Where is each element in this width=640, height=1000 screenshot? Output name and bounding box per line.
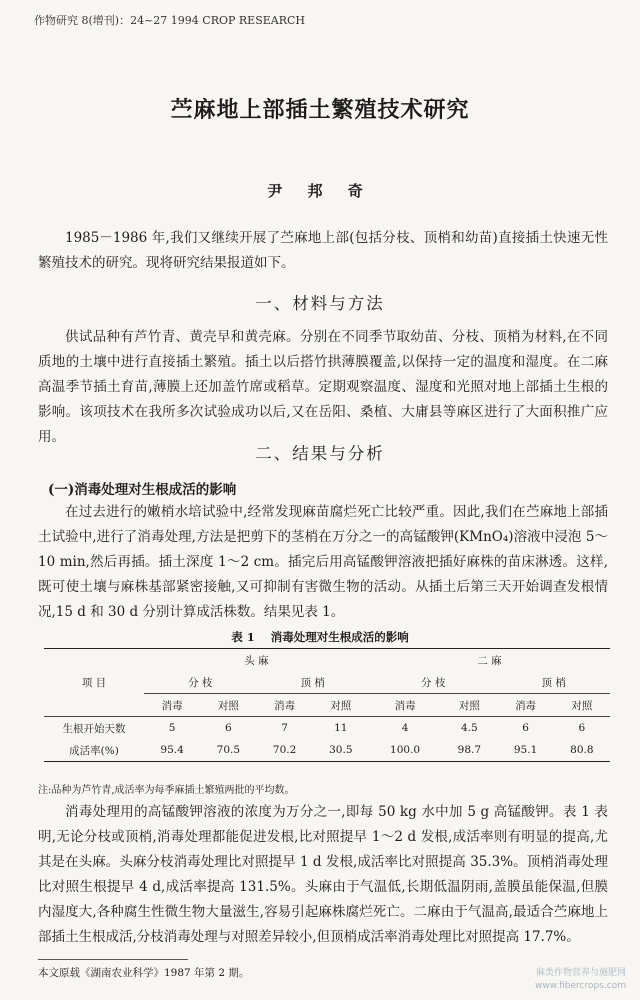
results-paragraph-1: 在过去进行的嫩梢水培试验中,经常发现麻苗腐烂死亡比较严重。因此,我们在苎麻地上部插土试验中,进行了消毒处理,方法是把剪下的茎梢在万分之一的高锰酸钾(KMnO₄)溶液中浸泡 5～10 min,然后再插。插土深度 1～2 cm。插完后用高锰酸钾溶液把插好麻株的苗床淋透。这样,既可使土壤与麻株基部紧密接触,又可抑制有害微生物的活动。从插土后第三天开始调查发根情况,15 d 和 30 d 分别计算成活株数。结果见表 1。 bbox=[38, 504, 608, 620]
table-cell: 70.5 bbox=[216, 744, 241, 756]
table-subgroup: 顶 梢 bbox=[497, 671, 610, 694]
table-subgroup: 分 枝 bbox=[369, 671, 498, 694]
results-paragraph-2: 消毒处理用的高锰酸钾溶液的浓度为万分之一,即每 50 kg 水中加 5 g 高锰酸钾。表 1 表明,无论分枝或顶梢,消毒处理都能促进发根,比对照提早 1～2 d 发根,成活率则有明显的提高,尤其是在头麻。头麻分枝消毒处理比对照提早 1 d 发根,成活率比对照提高 35.3%。顶梢消毒处理比对照生根提早 4 d,成活率提高 131.5%。头麻由于气温低,长期低温阴雨,盖膜虽能保温,但膜内湿度大,各种腐生性微生物大量滋生,容易引起麻株腐烂死亡。二麻由于气温高,最适合苎麻地上部插土生根成活,分枝消毒处理与对照差异较小,但顶梢成活率消毒处理比对照提高 17.7%。 bbox=[38, 804, 608, 945]
table-cell: 7 bbox=[281, 722, 288, 734]
table-subgroup: 顶 梢 bbox=[256, 671, 368, 694]
table-number: 表 1 bbox=[231, 630, 255, 644]
results-table bbox=[44, 648, 610, 762]
table-caption bbox=[0, 629, 640, 645]
running-head: 作物研究 8(增刊)：24~27 1994 CROP RESEARCH bbox=[34, 14, 306, 27]
table-cell: 98.7 bbox=[457, 744, 482, 756]
methods-paragraph: 供试品种有芦竹青、黄壳早和黄壳麻。分别在不同季节取幼苗、分枝、顶梢为材料,在不同质地的土壤中进行直接插土繁殖。插土以后搭竹拱薄膜覆盖,以保持一定的温度和湿度。在二麻高温季节插土育苗,薄膜上还加盖竹席或稻草。定期观察温度、湿度和光照对地上部插土生根的影响。该项技术在我所多次试验成功以后,又在岳阳、桑植、大庸县等麻区进行了大面积推广应用。 bbox=[38, 329, 608, 445]
table-cell: 4 bbox=[401, 722, 409, 734]
table-cell: 6 bbox=[225, 722, 232, 734]
table-treatment: 对照 bbox=[554, 694, 610, 717]
table-row-label: 生根开始天数 bbox=[62, 722, 126, 735]
table-treatment: 对照 bbox=[441, 694, 497, 717]
watermark-url: www.fibercrops.com bbox=[535, 981, 626, 991]
watermark-cn: 麻类作物营养与施肥网 bbox=[535, 968, 626, 978]
table-title: 消毒处理对生根成活的影响 bbox=[270, 630, 409, 644]
table-cell: 6 bbox=[578, 722, 586, 734]
table-group-first-harvest: 头 麻 bbox=[244, 654, 269, 667]
table-cell: 11 bbox=[334, 722, 348, 734]
table-cell: 6 bbox=[522, 722, 529, 734]
table-cell: 80.8 bbox=[570, 744, 594, 756]
table-head-item: 项 目 bbox=[44, 649, 144, 717]
table-group-second-harvest: 二 麻 bbox=[477, 654, 502, 667]
table-cell: 95.1 bbox=[513, 744, 538, 756]
table-subgroup: 分 枝 bbox=[144, 671, 256, 694]
table-treatment: 对照 bbox=[200, 694, 256, 717]
footnote-divider bbox=[38, 959, 188, 960]
section-heading-results: 二、结果与分析 bbox=[255, 444, 385, 463]
footnote-source: 本文原载《湖南农业科学》1987 年第 2 期。 bbox=[38, 967, 250, 979]
table-row bbox=[44, 717, 610, 740]
table-header-row-groups bbox=[44, 649, 610, 672]
author-name: 尹 邦 奇 bbox=[267, 182, 373, 200]
table-treatment: 消毒 bbox=[497, 694, 553, 717]
table-row bbox=[44, 739, 610, 762]
table-treatment: 消毒 bbox=[144, 694, 200, 717]
table-cell: 5 bbox=[168, 722, 176, 734]
table-treatment: 消毒 bbox=[369, 694, 441, 717]
subsection-heading-disinfection: (一)消毒处理对生根成活的影响 bbox=[48, 482, 237, 498]
table-cell: 70.2 bbox=[272, 744, 297, 756]
table-cell: 100.0 bbox=[390, 744, 421, 756]
site-watermark bbox=[535, 967, 626, 993]
table-treatment: 消毒 bbox=[256, 694, 312, 717]
table-treatment: 对照 bbox=[313, 694, 369, 717]
table-note: 注:品种为芦竹青,成活率为每季麻插土繁殖两批的平均数。 bbox=[38, 785, 295, 796]
section-heading-materials-methods: 一、材料与方法 bbox=[255, 294, 385, 313]
table-cell: 95.4 bbox=[160, 744, 184, 756]
article-title: 苎麻地上部插土繁殖技术研究 bbox=[170, 97, 470, 123]
table-cell: 4.5 bbox=[460, 722, 478, 734]
intro-paragraph: 1985－1986 年,我们又继续开展了苎麻地上部(包括分枝、顶梢和幼苗)直接插土快速无性繁殖技术的研究。现将研究结果报道如下。 bbox=[38, 230, 608, 271]
table-cell: 30.5 bbox=[329, 744, 353, 756]
table-row-label: 成活率(%) bbox=[69, 744, 119, 757]
